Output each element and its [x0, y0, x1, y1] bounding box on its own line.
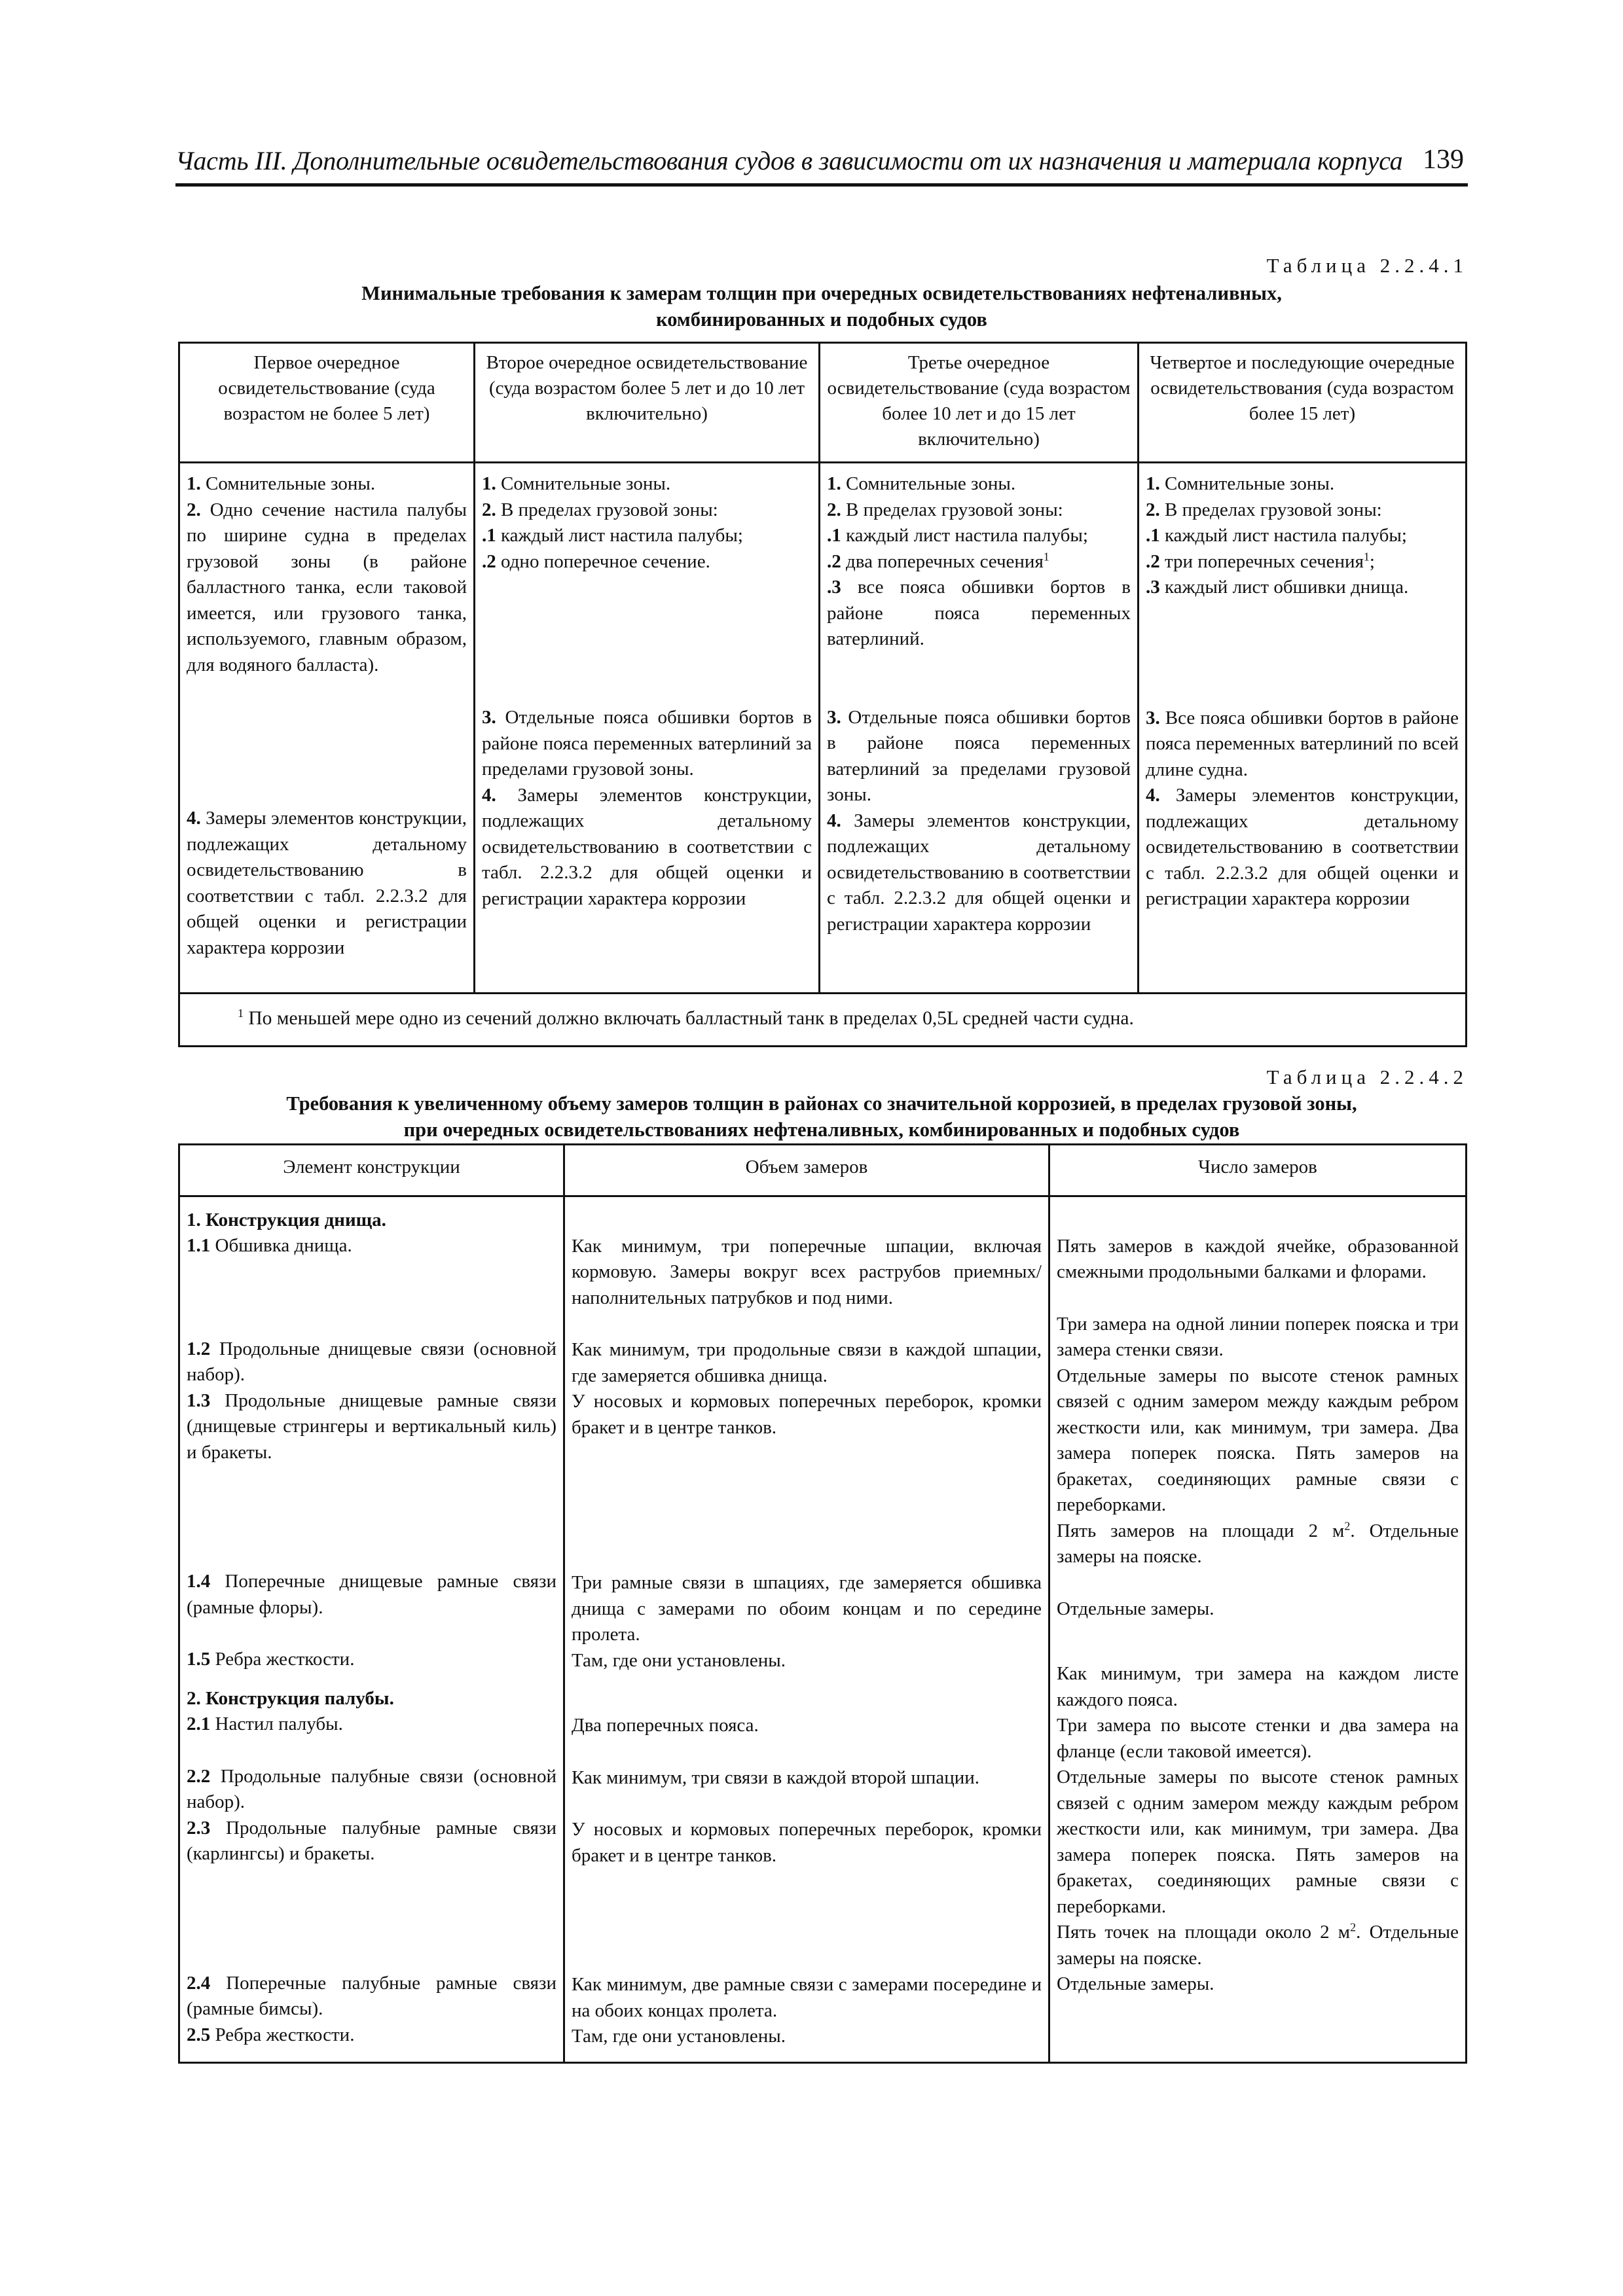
requirement-item: 1. Сомнительные зоны.	[187, 473, 376, 494]
table1-col4	[1139, 463, 1467, 994]
element-entry: 2.2 Продольные палубные связи (основной набор).	[187, 1765, 556, 1812]
requirement-item: 2. Одно сечение настила палубы по ширине судна в пределах грузовой зоны (в районе балластного танка, если таковой имеется, или грузового танка, используемого, главным образом, для водяного балласта).	[187, 499, 467, 675]
table1-col1	[179, 463, 475, 994]
table1-label: Таблица 2.2.4.1	[1266, 254, 1468, 277]
table2-header-cell: Объем замеров	[564, 1145, 1049, 1196]
requirement-subitem: .2 три поперечных сечения$^1$;	[1146, 549, 1375, 572]
scope-entry: Три рамные связи в шпациях, где замеряется обшивка днища с замерами по обоим концам и по середине пролета.	[572, 1572, 1042, 1645]
table1-header-cell: Четвертое и последующие очередные освидетельствования (суда возрастом более 15 лет)	[1139, 343, 1467, 463]
requirement-subitem: .1 каждый лист настила палубы;	[827, 525, 1088, 546]
element-entry: 1.2 Продольные днищевые связи (основной набор).	[187, 1338, 556, 1385]
table2-caption	[175, 1090, 1468, 1143]
running-header	[175, 143, 1468, 187]
count-entry: Отдельные замеры по высоте стенок рамных связей с одним замером между каждым ребром жесткости или, как минимум, три замера. Два замера поперек пояска. Пять замеров на бракетах, соединяющих рамные связи с переборками.	[1057, 1365, 1459, 1515]
table2-caption-line1: Требования к увеличенному объему замеров толщин в районах со значительной коррозией, в пределах грузовой зоны,	[286, 1092, 1357, 1115]
count-entry: Пять точек на площади около 2 $м^2$. Отдельные замеры на пояске.	[1057, 1920, 1459, 1969]
requirement-item: 1. Сомнительные зоны.	[827, 473, 1016, 494]
table1-col3	[820, 463, 1139, 994]
scope-entry: У носовых и кормовых поперечных переборок, кромки бракет и в центре танков.	[572, 1391, 1042, 1438]
table1-col2	[475, 463, 820, 994]
requirement-subitem: .1 каждый лист настила палубы;	[482, 525, 743, 546]
element-entry: 2.5 Ребра жесткости.	[187, 2024, 355, 2045]
requirement-subitem: .3 каждый лист обшивки днища.	[1146, 577, 1409, 598]
table2-header-cell: Элемент конструкции	[179, 1145, 564, 1196]
count-entry: Три замера на одной линии поперек пояска и три замера стенки связи.	[1057, 1313, 1459, 1360]
element-entry: 2.3 Продольные палубные рамные связи (карлингсы) и бракеты.	[187, 1817, 556, 1864]
element-entry: 1.3 Продольные днищевые рамные связи (днищевые стрингеры и вертикальный киль) и бракеты.	[187, 1390, 556, 1463]
table1-footnote-row	[179, 994, 1467, 1047]
element-entry: 2.4 Поперечные палубные рамные связи (рамные бимсы).	[187, 1972, 556, 2019]
requirement-subitem: .1 каждый лист настила палубы;	[1146, 525, 1407, 546]
table2-label: Таблица 2.2.4.2	[1266, 1066, 1468, 1088]
requirement-item: 4. Замеры элементов конструкции, подлежащих детальному освидетельствованию в соответствии с табл. 2.2.3.2 для общей оценки и регистрации характера коррозии	[482, 784, 812, 909]
table1-caption-line2: комбинированных и подобных судов	[656, 308, 987, 331]
table1-footnote: $^1$ По меньшей мере одно из сечений должно включать балластный танк в пределах 0,5L средней части судна.	[179, 994, 1467, 1047]
table2-col-count	[1049, 1196, 1467, 2062]
table2-col-scope	[564, 1196, 1049, 2062]
section-heading: 1. Конструкция днища.	[187, 1209, 386, 1230]
element-entry: 1.5 Ребра жесткости.	[187, 1649, 355, 1670]
requirement-item: 1. Сомнительные зоны.	[482, 473, 671, 494]
table2-col-element	[179, 1196, 564, 2062]
element-entry: 1.1 Обшивка днища.	[187, 1235, 352, 1256]
count-entry: Отдельные замеры.	[1057, 1598, 1214, 1619]
requirement-subitem: .2 два поперечных сечения$^1$	[827, 549, 1049, 572]
count-entry: Пять замеров в каждой ячейке, образованной смежными продольными балками и флорами.	[1057, 1235, 1459, 1282]
table1-caption	[175, 280, 1468, 332]
table1	[178, 342, 1467, 1047]
scope-entry: Как минимум, две рамные связи с замерами посередине и на обоих концах пролета.	[572, 1974, 1042, 2021]
table2-header-cell: Число замеров	[1049, 1145, 1467, 1196]
table2	[178, 1143, 1467, 2064]
scope-entry: Там, где они установлены.	[572, 1649, 786, 1671]
requirement-item: 1. Сомнительные зоны.	[1146, 473, 1335, 494]
table1-header-cell: Третье очередное освидетельствование (суда возрастом более 10 лет и до 15 лет включительно)	[820, 343, 1139, 463]
footnote-ref: 1	[1363, 549, 1370, 563]
count-entry: Пять замеров на площади 2 $м^2$. Отдельные замеры на пояске.	[1057, 1518, 1459, 1567]
scope-entry: Как минимум, три связи в каждой второй шпации.	[572, 1767, 980, 1788]
element-entry: 1.4 Поперечные днищевые рамные связи (рамные флоры).	[187, 1571, 556, 1618]
scope-entry: Там, где они установлены.	[572, 2026, 786, 2047]
table1-header-row	[179, 343, 1467, 463]
table1-body-row	[179, 463, 1467, 994]
count-entry: Как минимум, три замера на каждом листе каждого пояса.	[1057, 1663, 1459, 1710]
header-title: Часть III. Дополнительные освидетельствования судов в зависимости от их назначения и материала корпуса	[175, 146, 1403, 175]
section-heading: 2. Конструкция палубы.	[187, 1687, 394, 1709]
requirement-item: 3. Все пояса обшивки бортов в районе пояса переменных ватерлиний по всей длине судна.	[1146, 707, 1459, 780]
count-entry: Отдельные замеры по высоте стенок рамных связей с одним замером между каждым ребром жесткости или, как минимум, три замера. Два замера поперек пояска. Пять замеров на бракетах, соединяющих рамные связи с переборками.	[1057, 1767, 1459, 1917]
count-entry: Три замера по высоте стенки и два замера на фланце (если таковой имеется).	[1057, 1715, 1459, 1762]
scope-entry: Два поперечных пояса.	[572, 1715, 759, 1736]
count-entry: Отдельные замеры.	[1057, 1973, 1214, 1994]
footnote-mark: 1	[238, 1007, 244, 1020]
requirement-subitem: .3 все пояса обшивки бортов в районе пояса переменных ватерлиний.	[827, 577, 1131, 649]
table1-caption-line1: Минимальные требования к замерам толщин при очередных освидетельствованиях нефтеналивных,	[361, 282, 1282, 304]
table2-header-row	[179, 1145, 1467, 1196]
requirement-item: 4. Замеры элементов конструкции, подлежащих детальному освидетельствованию в соответствии с табл. 2.2.3.2 для общей оценки и регистрации характера коррозии	[827, 810, 1131, 935]
requirement-item: 3. Отдельные пояса обшивки бортов в районе пояса переменных ватерлиний за пределами грузовой зоны.	[482, 707, 812, 780]
footnote-ref: 1	[1043, 549, 1049, 563]
requirement-item: 3. Отдельные пояса обшивки бортов в районе пояса переменных ватерлиний за пределами грузовой зоны.	[827, 706, 1131, 805]
table1-header-cell: Второе очередное освидетельствование (суда возрастом более 5 лет и до 10 лет включительно)	[475, 343, 820, 463]
requirement-item: 4. Замеры элементов конструкции, подлежащих детальному освидетельствованию в соответствии с табл. 2.2.3.2 для общей оценки и регистрации характера коррозии	[187, 808, 467, 958]
element-entry: 2.1 Настил палубы.	[187, 1713, 343, 1734]
scope-entry: У носовых и кормовых поперечных переборок, кромки бракет и в центре танков.	[572, 1819, 1042, 1866]
requirement-item: 2. В пределах грузовой зоны:	[482, 499, 718, 520]
requirement-item: 2. В пределах грузовой зоны:	[1146, 499, 1382, 520]
requirement-item: 2. В пределах грузовой зоны:	[827, 499, 1063, 520]
table2-caption-line2: при очередных освидетельствованиях нефтеналивных, комбинированных и подобных судов	[403, 1119, 1240, 1141]
scope-entry: Как минимум, три поперечные шпации, включая кормовую. Замеры вокруг всех раструбов приемных/наполнительных патрубков и под ними.	[572, 1235, 1042, 1308]
page-number: 139	[1423, 145, 1464, 175]
requirement-subitem: .2 одно поперечное сечение.	[482, 550, 710, 572]
scope-entry: Как минимум, три продольные связи в каждой шпации, где замеряется обшивка днища.	[572, 1339, 1042, 1386]
table1-header-cell: Первое очередное освидетельствование (суда возрастом не более 5 лет)	[179, 343, 475, 463]
requirement-item: 4. Замеры элементов конструкции, подлежащих детальному освидетельствованию в соответствии с табл. 2.2.3.2 для общей оценки и регистрации характера коррозии	[1146, 785, 1459, 909]
table2-body-row	[179, 1196, 1467, 2062]
